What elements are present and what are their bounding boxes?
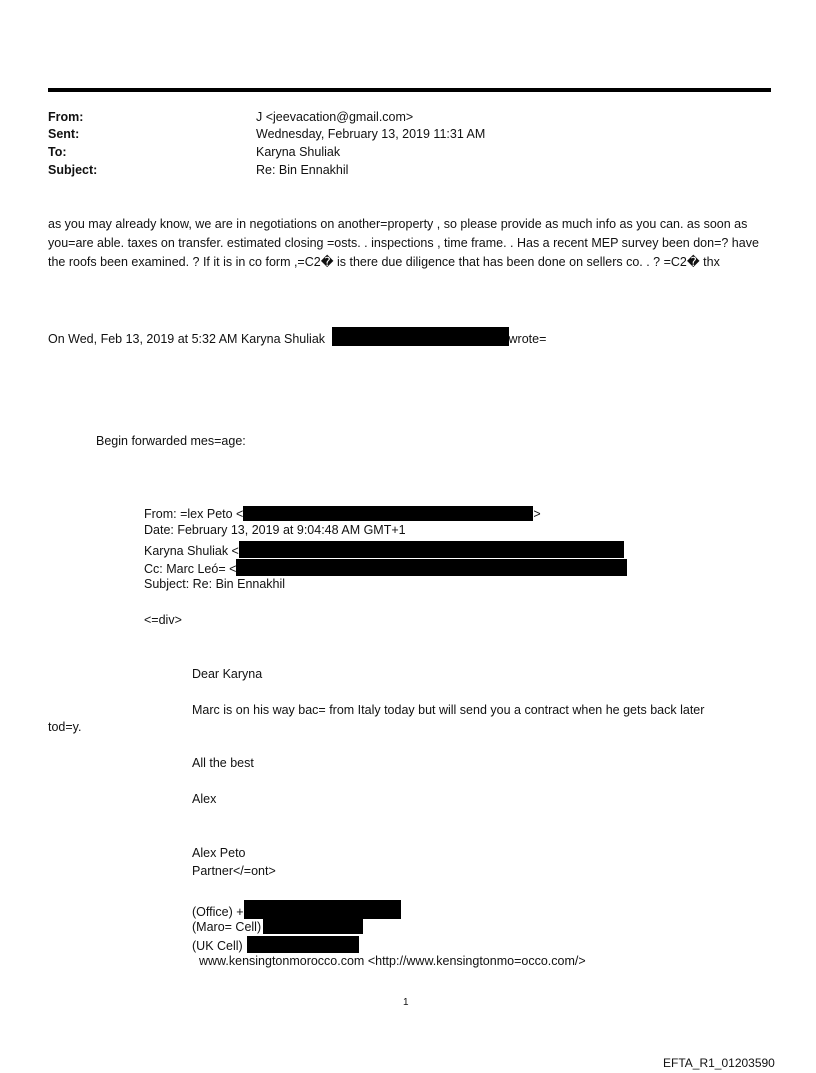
signature-maro-cell [192,918,363,935]
signature-title: Partner</=ont> [192,864,276,878]
body-paragraph: as you may already know, we are in negotiations on another=property , so please provide as much info as you can. as soon as you=are able. taxes on transfer. estimated closing =osts. . inspections , time frame. . Has a recent MEP survey been don=? have the roofs been examined. ? If it is in co form ,=C2� is there due diligence that has been done on sellers co. . ? =C2� thx [48,217,759,269]
message-line1: Marc is on his way bac= from Italy today but will send you a contract when he gets back later [192,703,705,717]
fwd-to-line [144,541,624,559]
fwd-from-close: > [533,507,541,521]
signature-office [192,900,401,920]
header-rule [48,88,771,92]
sent-label: Sent: [48,127,80,141]
fwd-to-text: Karyna Shuliak < [144,544,239,558]
begin-forwarded: Begin forwarded mes=age: [96,434,246,448]
from-value: J <jeevacation@gmail.com> [256,110,414,124]
document-id: EFTA_R1_01203590 [663,1056,775,1070]
sent-value: Wednesday, February 13, 2019 11:31 AM [256,127,486,141]
from-label: From: [48,110,84,124]
sender-name: Alex [192,792,217,806]
subject-label: Subject: [48,163,98,177]
quoted-intro [48,327,546,347]
closing: All the best [192,756,254,770]
signature-uk-cell [192,936,359,954]
uk-cell-label: (UK Cell) [192,939,243,953]
maro-cell-label: (Maro= Cell) [192,920,262,934]
fwd-date-line: Date: February 13, 2019 at 9:04:48 AM GMT+1 [144,523,406,537]
redaction-box [236,559,627,576]
fwd-cc-text: Cc: Marc Leó= < [144,562,237,576]
quoted-intro-suffix: wrote= [508,332,547,346]
greeting: Dear Karyna [192,667,263,681]
redaction-box [244,900,401,919]
redaction-box [332,327,509,346]
subject-value: Re: Bin Ennakhil [256,163,349,177]
redaction-box [263,918,363,934]
fwd-from-line [144,506,541,522]
redaction-box [239,541,624,558]
signature-website: www.kensingtonmorocco.com <http://www.kensingtonmo=occo.com/> [199,954,586,968]
signature-name: Alex Peto [192,846,246,860]
fwd-from-text: From: =lex Peto < [144,507,244,521]
quoted-intro-prefix: On Wed, Feb 13, 2019 at 5:32 AM Karyna Shuliak [48,332,326,346]
div-tag: <=div> [144,613,182,627]
message-line1-wrap: tod=y. [48,720,82,734]
redaction-box [243,506,533,521]
fwd-cc-line [144,559,627,577]
page-number: 1 [403,997,409,1008]
fwd-subject-line: Subject: Re: Bin Ennakhil [144,577,286,591]
to-value: Karyna Shuliak [256,145,341,159]
to-label: To: [48,145,67,159]
redaction-box [247,936,359,953]
office-label: (Office) + [192,905,244,919]
